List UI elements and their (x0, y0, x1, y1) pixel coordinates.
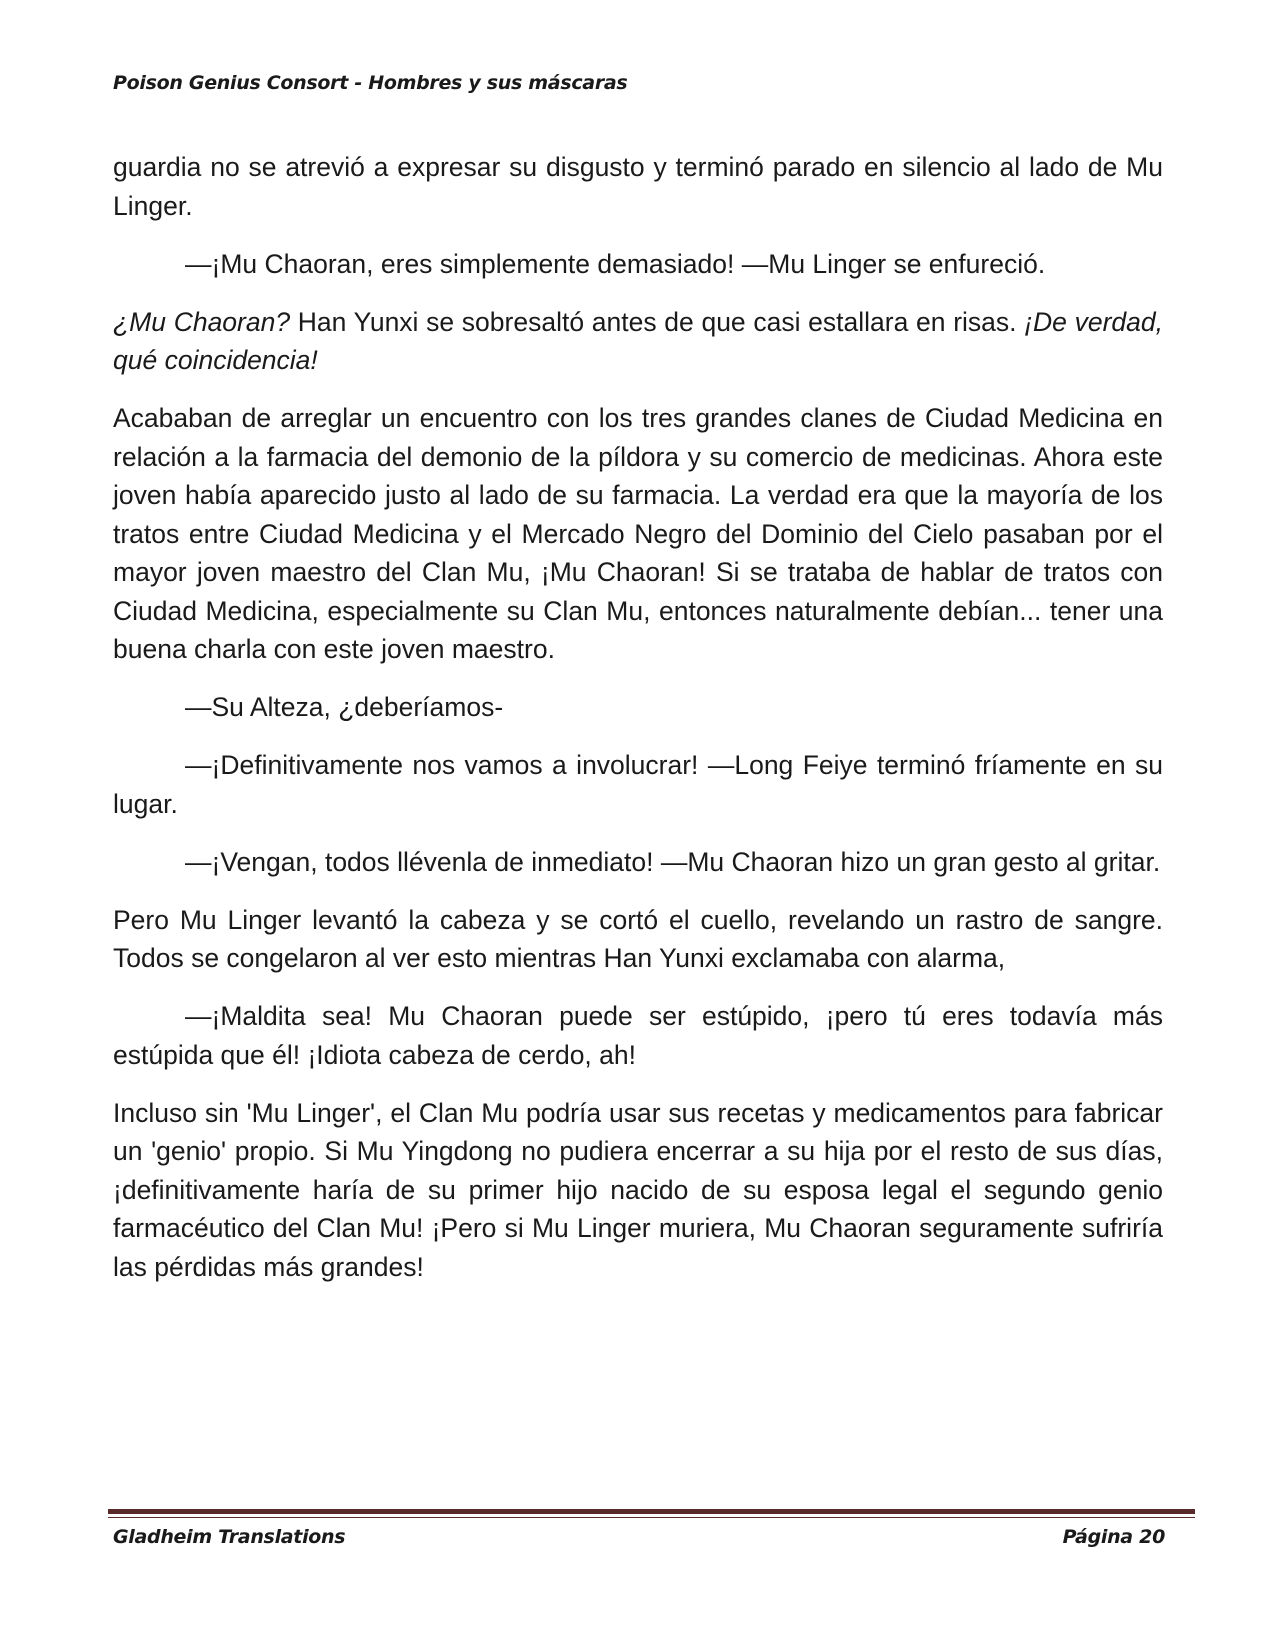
footer-translator-credit: Gladheim Translations (113, 1526, 346, 1548)
paragraph-text: Han Yunxi se sobresaltó antes de que casi estallara en risas. (290, 306, 1025, 337)
paragraph-text: —¡Definitivamente nos vamos a involucrar! —Long Feiye terminó fríamente en su lugar. (113, 750, 1163, 819)
paragraph (113, 1094, 1163, 1287)
paragraph-text: Pero Mu Linger levantó la cabeza y se cortó el cuello, revelando un rastro de sangre. Todos se congelaron al ver esto mientras Han Yunxi exclamaba con alarma, (113, 904, 1163, 973)
paragraph-text: Acababan de arreglar un encuentro con los tres grandes clanes de Ciudad Medicina en relación a la farmacia del demonio de la píldora y su comercio de medicinas. Ahora este joven había aparecido justo al lado de su farmacia. La verdad era que la mayoría de los tratos entre Ciudad Medicina y el Mercado Negro del Dominio del Cielo pasaban por el mayor joven maestro del Clan Mu, ¡Mu Chaoran! Si se trataba de hablar de tratos con Ciudad Medicina, especialmente su Clan Mu, entonces naturalmente debían... tener una buena charla con este joven maestro. (113, 403, 1163, 664)
document-body (113, 148, 1163, 1306)
paragraph-text: —¡Vengan, todos llévenla de inmediato! —Mu Chaoran hizo un gran gesto al gritar. (185, 846, 1161, 877)
paragraph-text: —¡Maldita sea! Mu Chaoran puede ser estúpido, ¡pero tú eres todavía más estúpida que él! ¡Idiota cabeza de cerdo, ah! (113, 1001, 1163, 1070)
footer-page-number: Página 20 (1062, 1526, 1165, 1548)
dialogue-paragraph (113, 245, 1163, 284)
italic-thought: ¿Mu Chaoran? (113, 306, 291, 337)
paragraph (113, 303, 1163, 380)
paragraph-text: Incluso sin 'Mu Linger', el Clan Mu podría usar sus recetas y medicamentos para fabricar un 'genio' propio. Si Mu Yingdong no pudiera encerrar a su hija por el resto de sus días, ¡definitivamente haría de su primer hijo nacido de su esposa legal el segundo genio farmacéutico del Clan Mu! ¡Pero si Mu Linger muriera, Mu Chaoran seguramente sufriría las pérdidas más grandes! (113, 1097, 1163, 1282)
page-header-title: Poison Genius Consort - Hombres y sus máscaras (113, 72, 628, 94)
dialogue-paragraph (113, 746, 1163, 823)
paragraph (113, 399, 1163, 669)
footer-divider-thick (108, 1509, 1195, 1514)
paragraph-text: —¡Mu Chaoran, eres simplemente demasiado! —Mu Linger se enfureció. (185, 248, 1046, 279)
footer-divider-thin (108, 1517, 1195, 1518)
paragraph-text: —Su Alteza, ¿deberíamos- (185, 692, 504, 722)
dialogue-paragraph (113, 688, 1163, 727)
paragraph-text: guardia no se atrevió a expresar su disgusto y terminó parado en silencio al lado de Mu Linger. (113, 152, 1163, 221)
dialogue-paragraph (113, 843, 1163, 882)
paragraph (113, 148, 1163, 225)
italic-thought: ¡De verdad, qué coincidencia! (113, 306, 1164, 375)
paragraph (113, 901, 1163, 978)
dialogue-paragraph (113, 997, 1163, 1074)
